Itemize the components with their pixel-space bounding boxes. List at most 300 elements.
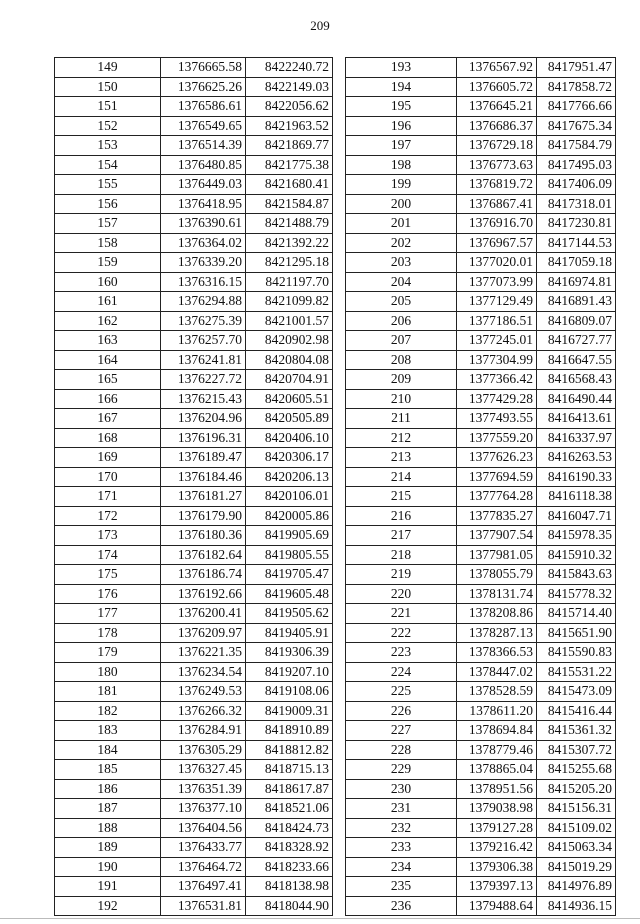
x-coordinate-cell: 1377559.20 [457, 428, 537, 448]
table-row [346, 818, 616, 838]
point-number-cell: 231 [346, 799, 457, 819]
y-coordinate-cell: 8417230.81 [537, 214, 616, 234]
y-coordinate-cell: 8420804.08 [246, 350, 333, 370]
point-number-cell: 222 [346, 623, 457, 643]
x-coordinate-cell: 1377493.55 [457, 409, 537, 429]
x-coordinate-cell: 1376234.54 [161, 662, 246, 682]
y-coordinate-cell: 8416891.43 [537, 292, 616, 312]
table-row [346, 857, 616, 877]
point-number-cell: 170 [55, 467, 161, 487]
y-coordinate-cell: 8421197.70 [246, 272, 333, 292]
x-coordinate-cell: 1376221.35 [161, 643, 246, 663]
x-coordinate-cell: 1377366.42 [457, 370, 537, 390]
x-coordinate-cell: 1376249.53 [161, 682, 246, 702]
x-coordinate-cell: 1378611.20 [457, 701, 537, 721]
y-coordinate-cell: 8419705.47 [246, 565, 333, 585]
table-row [55, 97, 333, 117]
x-coordinate-cell: 1378528.59 [457, 682, 537, 702]
y-coordinate-cell: 8420206.13 [246, 467, 333, 487]
point-number-cell: 232 [346, 818, 457, 838]
point-number-cell: 194 [346, 77, 457, 97]
table-row [346, 584, 616, 604]
table-row [346, 487, 616, 507]
point-number-cell: 149 [55, 58, 161, 78]
x-coordinate-cell: 1378287.13 [457, 623, 537, 643]
x-coordinate-cell: 1376284.91 [161, 721, 246, 741]
y-coordinate-cell: 8416727.77 [537, 331, 616, 351]
point-number-cell: 150 [55, 77, 161, 97]
table-row [346, 760, 616, 780]
x-coordinate-cell: 1378694.84 [457, 721, 537, 741]
x-coordinate-cell: 1379127.28 [457, 818, 537, 838]
page-bottom-rule [0, 918, 640, 919]
table-row [346, 97, 616, 117]
y-coordinate-cell: 8421775.38 [246, 155, 333, 175]
y-coordinate-cell: 8420306.17 [246, 448, 333, 468]
table-row [346, 643, 616, 663]
y-coordinate-cell: 8416490.44 [537, 389, 616, 409]
point-number-cell: 219 [346, 565, 457, 585]
x-coordinate-cell: 1376215.43 [161, 389, 246, 409]
y-coordinate-cell: 8415778.32 [537, 584, 616, 604]
y-coordinate-cell: 8418812.82 [246, 740, 333, 760]
point-number-cell: 211 [346, 409, 457, 429]
point-number-cell: 223 [346, 643, 457, 663]
point-number-cell: 173 [55, 526, 161, 546]
table-row [346, 838, 616, 858]
table-row [55, 487, 333, 507]
x-coordinate-cell: 1378208.86 [457, 604, 537, 624]
x-coordinate-cell: 1377304.99 [457, 350, 537, 370]
table-row [346, 565, 616, 585]
y-coordinate-cell: 8415531.22 [537, 662, 616, 682]
y-coordinate-cell: 8415205.20 [537, 779, 616, 799]
x-coordinate-cell: 1376729.18 [457, 136, 537, 156]
y-coordinate-cell: 8422149.03 [246, 77, 333, 97]
y-coordinate-cell: 8421963.52 [246, 116, 333, 136]
x-coordinate-cell: 1377073.99 [457, 272, 537, 292]
x-coordinate-cell: 1378951.56 [457, 779, 537, 799]
y-coordinate-cell: 8415910.32 [537, 545, 616, 565]
table-row [55, 526, 333, 546]
table-row [55, 760, 333, 780]
x-coordinate-cell: 1378865.04 [457, 760, 537, 780]
table-row [346, 155, 616, 175]
table-row [55, 448, 333, 468]
point-number-cell: 207 [346, 331, 457, 351]
y-coordinate-cell: 8418044.90 [246, 896, 333, 916]
point-number-cell: 215 [346, 487, 457, 507]
y-coordinate-cell: 8419905.69 [246, 526, 333, 546]
table-row [346, 292, 616, 312]
y-coordinate-cell: 8421584.87 [246, 194, 333, 214]
x-coordinate-cell: 1379306.38 [457, 857, 537, 877]
x-coordinate-cell: 1376351.39 [161, 779, 246, 799]
y-coordinate-cell: 8418138.98 [246, 877, 333, 897]
point-number-cell: 213 [346, 448, 457, 468]
y-coordinate-cell: 8418715.13 [246, 760, 333, 780]
x-coordinate-cell: 1376819.72 [457, 175, 537, 195]
table-row [55, 838, 333, 858]
x-coordinate-cell: 1377907.54 [457, 526, 537, 546]
x-coordinate-cell: 1379397.13 [457, 877, 537, 897]
y-coordinate-cell: 8418328.92 [246, 838, 333, 858]
table-row [55, 623, 333, 643]
y-coordinate-cell: 8415714.40 [537, 604, 616, 624]
y-coordinate-cell: 8419207.10 [246, 662, 333, 682]
y-coordinate-cell: 8416974.81 [537, 272, 616, 292]
point-number-cell: 188 [55, 818, 161, 838]
point-number-cell: 186 [55, 779, 161, 799]
x-coordinate-cell: 1376305.29 [161, 740, 246, 760]
x-coordinate-cell: 1377245.01 [457, 331, 537, 351]
point-number-cell: 169 [55, 448, 161, 468]
y-coordinate-cell: 8416809.07 [537, 311, 616, 331]
point-number-cell: 229 [346, 760, 457, 780]
coordinate-table-left [54, 57, 333, 916]
table-row [55, 233, 333, 253]
table-row [346, 272, 616, 292]
x-coordinate-cell: 1377694.59 [457, 467, 537, 487]
point-number-cell: 230 [346, 779, 457, 799]
y-coordinate-cell: 8417858.72 [537, 77, 616, 97]
y-coordinate-cell: 8415156.31 [537, 799, 616, 819]
y-coordinate-cell: 8422240.72 [246, 58, 333, 78]
y-coordinate-cell: 8421001.57 [246, 311, 333, 331]
y-coordinate-cell: 8417144.53 [537, 233, 616, 253]
table-row [55, 136, 333, 156]
table-row [55, 214, 333, 234]
x-coordinate-cell: 1376275.39 [161, 311, 246, 331]
table-row [55, 272, 333, 292]
point-number-cell: 198 [346, 155, 457, 175]
y-coordinate-cell: 8417675.34 [537, 116, 616, 136]
y-coordinate-cell: 8415978.35 [537, 526, 616, 546]
table-row [55, 350, 333, 370]
y-coordinate-cell: 8419306.39 [246, 643, 333, 663]
y-coordinate-cell: 8421392.22 [246, 233, 333, 253]
x-coordinate-cell: 1376686.37 [457, 116, 537, 136]
x-coordinate-cell: 1376916.70 [457, 214, 537, 234]
table-row [346, 233, 616, 253]
x-coordinate-cell: 1376480.85 [161, 155, 246, 175]
x-coordinate-cell: 1376449.03 [161, 175, 246, 195]
table-row [55, 370, 333, 390]
x-coordinate-cell: 1376567.92 [457, 58, 537, 78]
point-number-cell: 192 [55, 896, 161, 916]
table-row [346, 253, 616, 273]
point-number-cell: 156 [55, 194, 161, 214]
table-row [55, 311, 333, 331]
x-coordinate-cell: 1376418.95 [161, 194, 246, 214]
point-number-cell: 190 [55, 857, 161, 877]
point-number-cell: 157 [55, 214, 161, 234]
y-coordinate-cell: 8416118.38 [537, 487, 616, 507]
x-coordinate-cell: 1376773.63 [457, 155, 537, 175]
table-row [55, 896, 333, 916]
table-row [346, 662, 616, 682]
x-coordinate-cell: 1376531.81 [161, 896, 246, 916]
y-coordinate-cell: 8417406.09 [537, 175, 616, 195]
x-coordinate-cell: 1377981.05 [457, 545, 537, 565]
y-coordinate-cell: 8414976.89 [537, 877, 616, 897]
x-coordinate-cell: 1376182.64 [161, 545, 246, 565]
y-coordinate-cell: 8418521.06 [246, 799, 333, 819]
y-coordinate-cell: 8416047.71 [537, 506, 616, 526]
x-coordinate-cell: 1378366.53 [457, 643, 537, 663]
table-row [346, 701, 616, 721]
x-coordinate-cell: 1376196.31 [161, 428, 246, 448]
table-row [55, 565, 333, 585]
x-coordinate-cell: 1378131.74 [457, 584, 537, 604]
point-number-cell: 224 [346, 662, 457, 682]
page-number: 209 [310, 18, 330, 33]
x-coordinate-cell: 1376266.32 [161, 701, 246, 721]
point-number-cell: 161 [55, 292, 161, 312]
y-coordinate-cell: 8419108.06 [246, 682, 333, 702]
point-number-cell: 152 [55, 116, 161, 136]
y-coordinate-cell: 8416263.53 [537, 448, 616, 468]
point-number-cell: 187 [55, 799, 161, 819]
table-row [55, 857, 333, 877]
y-coordinate-cell: 8420704.91 [246, 370, 333, 390]
x-coordinate-cell: 1376257.70 [161, 331, 246, 351]
x-coordinate-cell: 1376179.90 [161, 506, 246, 526]
x-coordinate-cell: 1376180.36 [161, 526, 246, 546]
table-row [55, 155, 333, 175]
x-coordinate-cell: 1376192.66 [161, 584, 246, 604]
y-coordinate-cell: 8417059.18 [537, 253, 616, 273]
y-coordinate-cell: 8421680.41 [246, 175, 333, 195]
table-row [346, 877, 616, 897]
y-coordinate-cell: 8415416.44 [537, 701, 616, 721]
table-row [346, 526, 616, 546]
table-row [55, 662, 333, 682]
x-coordinate-cell: 1376867.41 [457, 194, 537, 214]
y-coordinate-cell: 8419805.55 [246, 545, 333, 565]
point-number-cell: 177 [55, 604, 161, 624]
point-number-cell: 175 [55, 565, 161, 585]
x-coordinate-cell: 1376184.46 [161, 467, 246, 487]
point-number-cell: 180 [55, 662, 161, 682]
table-row [346, 331, 616, 351]
y-coordinate-cell: 8419405.91 [246, 623, 333, 643]
y-coordinate-cell: 8415651.90 [537, 623, 616, 643]
x-coordinate-cell: 1376514.39 [161, 136, 246, 156]
table-row [55, 779, 333, 799]
x-coordinate-cell: 1376404.56 [161, 818, 246, 838]
x-coordinate-cell: 1376327.45 [161, 760, 246, 780]
x-coordinate-cell: 1376377.10 [161, 799, 246, 819]
point-number-cell: 181 [55, 682, 161, 702]
x-coordinate-cell: 1376665.58 [161, 58, 246, 78]
table-row [55, 253, 333, 273]
point-number-cell: 182 [55, 701, 161, 721]
point-number-cell: 234 [346, 857, 457, 877]
point-number-cell: 160 [55, 272, 161, 292]
y-coordinate-cell: 8415063.34 [537, 838, 616, 858]
x-coordinate-cell: 1376227.72 [161, 370, 246, 390]
y-coordinate-cell: 8415255.68 [537, 760, 616, 780]
table-row [55, 58, 333, 78]
point-number-cell: 163 [55, 331, 161, 351]
y-coordinate-cell: 8415307.72 [537, 740, 616, 760]
y-coordinate-cell: 8417766.66 [537, 97, 616, 117]
x-coordinate-cell: 1377835.27 [457, 506, 537, 526]
y-coordinate-cell: 8422056.62 [246, 97, 333, 117]
point-number-cell: 236 [346, 896, 457, 916]
x-coordinate-cell: 1376209.97 [161, 623, 246, 643]
x-coordinate-cell: 1376625.26 [161, 77, 246, 97]
y-coordinate-cell: 8418910.89 [246, 721, 333, 741]
y-coordinate-cell: 8421099.82 [246, 292, 333, 312]
table-row [346, 214, 616, 234]
point-number-cell: 205 [346, 292, 457, 312]
table-row [55, 701, 333, 721]
table-row [55, 389, 333, 409]
y-coordinate-cell: 8415473.09 [537, 682, 616, 702]
coordinate-table-right [345, 57, 616, 916]
y-coordinate-cell: 8415361.32 [537, 721, 616, 741]
point-number-cell: 203 [346, 253, 457, 273]
y-coordinate-cell: 8414936.15 [537, 896, 616, 916]
x-coordinate-cell: 1376586.61 [161, 97, 246, 117]
point-number-cell: 189 [55, 838, 161, 858]
x-coordinate-cell: 1376200.41 [161, 604, 246, 624]
point-number-cell: 220 [346, 584, 457, 604]
point-number-cell: 179 [55, 643, 161, 663]
table-row [55, 643, 333, 663]
point-number-cell: 233 [346, 838, 457, 858]
x-coordinate-cell: 1376181.27 [161, 487, 246, 507]
y-coordinate-cell: 8415109.02 [537, 818, 616, 838]
point-number-cell: 214 [346, 467, 457, 487]
point-number-cell: 174 [55, 545, 161, 565]
y-coordinate-cell: 8420005.86 [246, 506, 333, 526]
y-coordinate-cell: 8415590.83 [537, 643, 616, 663]
table-row [55, 116, 333, 136]
x-coordinate-cell: 1379488.64 [457, 896, 537, 916]
x-coordinate-cell: 1376390.61 [161, 214, 246, 234]
table-row [55, 818, 333, 838]
x-coordinate-cell: 1376549.65 [161, 116, 246, 136]
point-number-cell: 227 [346, 721, 457, 741]
x-coordinate-cell: 1377764.28 [457, 487, 537, 507]
table-row [346, 721, 616, 741]
table-row [55, 194, 333, 214]
point-number-cell: 151 [55, 97, 161, 117]
point-number-cell: 153 [55, 136, 161, 156]
x-coordinate-cell: 1377020.01 [457, 253, 537, 273]
table-row [55, 409, 333, 429]
table-row [346, 389, 616, 409]
point-number-cell: 206 [346, 311, 457, 331]
table-row [55, 292, 333, 312]
table-row [346, 409, 616, 429]
table-row [346, 350, 616, 370]
point-number-cell: 183 [55, 721, 161, 741]
x-coordinate-cell: 1376464.72 [161, 857, 246, 877]
y-coordinate-cell: 8418424.73 [246, 818, 333, 838]
point-number-cell: 226 [346, 701, 457, 721]
x-coordinate-cell: 1376294.88 [161, 292, 246, 312]
table-row [55, 428, 333, 448]
point-number-cell: 172 [55, 506, 161, 526]
y-coordinate-cell: 8416568.43 [537, 370, 616, 390]
table-row [346, 370, 616, 390]
table-row [346, 467, 616, 487]
table-row [55, 721, 333, 741]
table-row [346, 175, 616, 195]
table-row [55, 740, 333, 760]
y-coordinate-cell: 8419605.48 [246, 584, 333, 604]
x-coordinate-cell: 1376204.96 [161, 409, 246, 429]
table-row [55, 604, 333, 624]
table-row [346, 58, 616, 78]
y-coordinate-cell: 8417584.79 [537, 136, 616, 156]
y-coordinate-cell: 8416413.61 [537, 409, 616, 429]
point-number-cell: 199 [346, 175, 457, 195]
table-row [346, 779, 616, 799]
y-coordinate-cell: 8421869.77 [246, 136, 333, 156]
table-row [55, 467, 333, 487]
x-coordinate-cell: 1376645.21 [457, 97, 537, 117]
x-coordinate-cell: 1377186.51 [457, 311, 537, 331]
table-row [346, 604, 616, 624]
y-coordinate-cell: 8420605.51 [246, 389, 333, 409]
table-row [55, 799, 333, 819]
point-number-cell: 208 [346, 350, 457, 370]
point-number-cell: 210 [346, 389, 457, 409]
point-number-cell: 171 [55, 487, 161, 507]
y-coordinate-cell: 8421488.79 [246, 214, 333, 234]
point-number-cell: 185 [55, 760, 161, 780]
table-row [55, 877, 333, 897]
x-coordinate-cell: 1376364.02 [161, 233, 246, 253]
y-coordinate-cell: 8420902.98 [246, 331, 333, 351]
y-coordinate-cell: 8418617.87 [246, 779, 333, 799]
table-row [55, 331, 333, 351]
x-coordinate-cell: 1379216.42 [457, 838, 537, 858]
point-number-cell: 158 [55, 233, 161, 253]
table-row [346, 896, 616, 916]
x-coordinate-cell: 1376967.57 [457, 233, 537, 253]
x-coordinate-cell: 1378447.02 [457, 662, 537, 682]
x-coordinate-cell: 1376605.72 [457, 77, 537, 97]
point-number-cell: 204 [346, 272, 457, 292]
table-row [346, 799, 616, 819]
y-coordinate-cell: 8420106.01 [246, 487, 333, 507]
x-coordinate-cell: 1377129.49 [457, 292, 537, 312]
y-coordinate-cell: 8417318.01 [537, 194, 616, 214]
point-number-cell: 178 [55, 623, 161, 643]
x-coordinate-cell: 1378779.46 [457, 740, 537, 760]
table-row [346, 448, 616, 468]
table-row [346, 740, 616, 760]
x-coordinate-cell: 1376316.15 [161, 272, 246, 292]
table-row [55, 584, 333, 604]
table-row [55, 175, 333, 195]
table-row [346, 136, 616, 156]
point-number-cell: 159 [55, 253, 161, 273]
point-number-cell: 200 [346, 194, 457, 214]
point-number-cell: 218 [346, 545, 457, 565]
point-number-cell: 209 [346, 370, 457, 390]
point-number-cell: 212 [346, 428, 457, 448]
point-number-cell: 193 [346, 58, 457, 78]
point-number-cell: 216 [346, 506, 457, 526]
x-coordinate-cell: 1377429.28 [457, 389, 537, 409]
